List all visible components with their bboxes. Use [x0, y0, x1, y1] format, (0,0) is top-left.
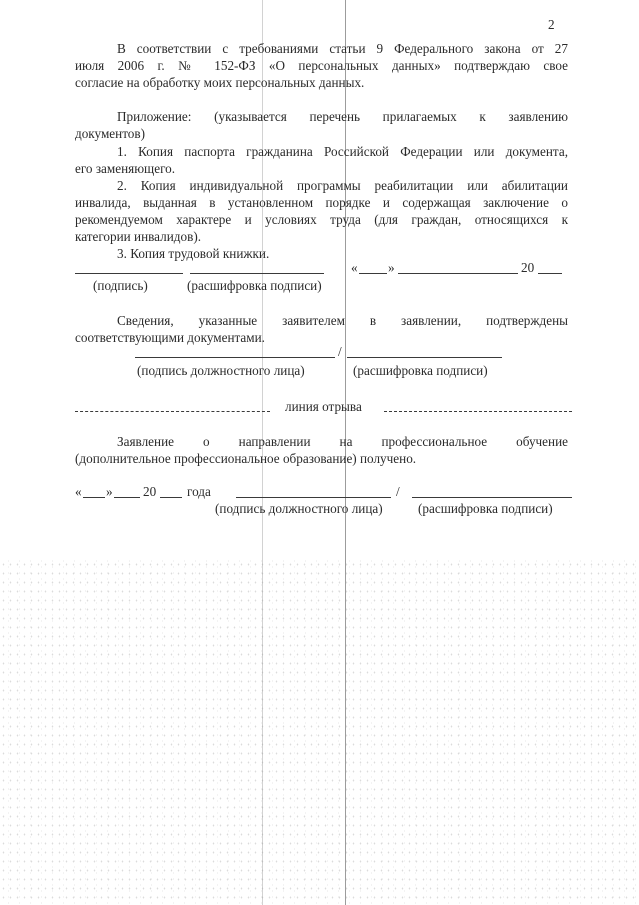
attachment-item-2-line-4: категории инвалидов).	[75, 229, 202, 244]
caption-official-decoding: (расшифровка подписи)	[353, 363, 488, 378]
official-signature-line	[135, 357, 335, 358]
receipt-line-2: (дополнительное профессиональное образование) получено.	[75, 451, 417, 466]
receipt-official-signature-line	[236, 497, 391, 498]
receipt-caption-official-signature: (подпись должностного лица)	[215, 501, 383, 516]
receipt-date-day-line	[83, 497, 105, 498]
signature-slash: /	[338, 344, 342, 359]
date-year-line	[538, 273, 562, 274]
attachment-item-2-line-3: рекомендуемом характере и условиях труда (для граждан, относящихся к	[75, 212, 568, 227]
caption-official-signature: (подпись должностного лица)	[137, 363, 305, 378]
date-open-quote: «	[351, 260, 358, 275]
consent-line-3: согласие на обработку моих персональных данных.	[75, 75, 365, 90]
receipt-signature-slash: /	[396, 484, 400, 499]
receipt-date-year-line	[160, 497, 182, 498]
consent-line-2: июля 2006 г. № 152-ФЗ «О персональных данных» подтверждаю свое	[75, 58, 568, 73]
attachment-item-1-line-1: 1. Копия паспорта гражданина Российской Федерации или документа,	[117, 144, 568, 159]
receipt-date-month-line	[114, 497, 140, 498]
attachment-item-3: 3. Копия трудовой книжки.	[117, 246, 270, 261]
date-close-quote: »	[388, 260, 395, 275]
tear-line-right	[384, 411, 572, 412]
receipt-line-1: Заявление о направлении на профессиональное обучение	[117, 434, 568, 449]
receipt-date-year-prefix: 20	[143, 484, 157, 499]
date-year-prefix: 20	[521, 260, 535, 275]
attachments-intro-2: документов)	[75, 126, 146, 141]
receipt-official-decoding-line	[412, 497, 572, 498]
confirmation-line-1: Сведения, указанные заявителем в заявлении, подтверждены	[117, 313, 568, 328]
caption-signature: (подпись)	[93, 278, 148, 293]
attachment-item-2-line-2: инвалида, выданная в установленном порядке и содержащая заключение о	[75, 195, 568, 210]
confirmation-line-2: соответствующими документами.	[75, 330, 265, 345]
signature-line	[75, 273, 183, 274]
tear-line-left	[75, 411, 270, 412]
attachment-item-1-line-2: его заменяющего.	[75, 161, 176, 176]
receipt-date-open-quote: «	[75, 484, 82, 499]
page-number: 2	[548, 17, 555, 32]
date-day-line	[359, 273, 387, 274]
attachment-item-2-line-1: 2. Копия индивидуальной программы реабилитации или абилитации	[117, 178, 568, 193]
tear-line-label: линия отрыва	[285, 399, 362, 414]
consent-line-1: В соответствии с требованиями статьи 9 Федерального закона от 27	[117, 41, 568, 56]
signature-decoding-line	[190, 273, 324, 274]
receipt-date-year-word: года	[187, 484, 211, 499]
date-month-line	[398, 273, 518, 274]
caption-signature-decoding: (расшифровка подписи)	[187, 278, 322, 293]
receipt-caption-official-decoding: (расшифровка подписи)	[418, 501, 553, 516]
official-decoding-line	[347, 357, 502, 358]
attachments-intro-1: Приложение: (указывается перечень прилагаемых к заявлению	[117, 109, 568, 124]
scan-noise	[0, 560, 639, 905]
receipt-date-close-quote: »	[106, 484, 113, 499]
